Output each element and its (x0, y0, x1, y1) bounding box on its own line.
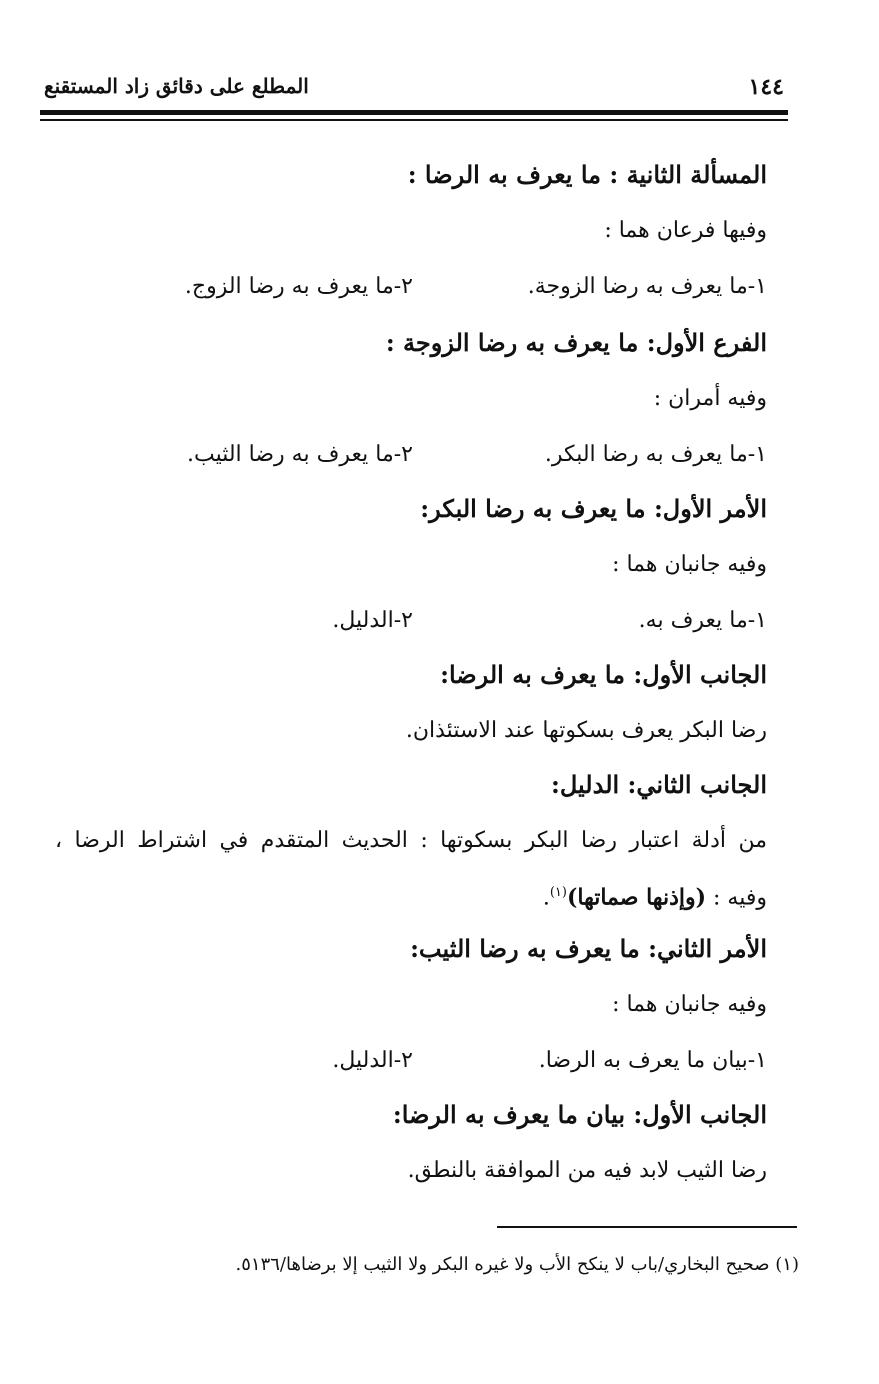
body-line: وفيه جانبان هما : (612, 992, 767, 1017)
footnote-ref: (١) (549, 885, 567, 900)
header-rule-thick (40, 110, 788, 115)
heading-second-matter: الأمر الثاني: ما يعرف به رضا الثيب: (410, 934, 767, 963)
running-title: المطلع على دقائق زاد المستقنع (44, 74, 309, 98)
footnote: (١) صحيح البخاري/باب لا ينكح الأب ولا غيره البكر ولا الثيب إلا برضاها/٥١٣٦. (235, 1254, 799, 1275)
footnote-rule (497, 1226, 797, 1228)
list-item-1: ١-بيان ما يعرف به الرضا. (538, 1048, 767, 1073)
heading-first-branch: الفرع الأول: ما يعرف به رضا الزوجة : (385, 328, 767, 357)
list-item-2: ٢-ما يعرف به رضا الثيب. (186, 442, 413, 467)
quote-end: . (542, 885, 550, 911)
heading-second-aspect: الجانب الثاني: الدليل: (551, 770, 767, 799)
body-line: رضا الثيب لابد فيه من الموافقة بالنطق. (407, 1158, 767, 1183)
page-header (40, 70, 788, 104)
list-item-2: ٢-الدليل. (332, 1048, 413, 1073)
body-line: وفيها فرعان هما : (604, 218, 767, 243)
list-item-1: ١-ما يعرف به رضا البكر. (544, 442, 767, 467)
body-paragraph-line: من أدلة اعتبار رضا البكر بسكوتها : الحديث المتقدم في اشتراط الرضا ، (55, 828, 767, 853)
body-line: وفيه أمران : (653, 386, 767, 411)
list-item-2: ٢-ما يعرف به رضا الزوج. (184, 274, 413, 299)
body-line: وفيه جانبان هما : (612, 552, 767, 577)
heading-first-aspect-2: الجانب الأول: بيان ما يعرف به الرضا: (392, 1100, 767, 1129)
hadith-quote: (وإذنها صماتها) (566, 884, 707, 911)
list-item-1: ١-ما يعرف به. (638, 608, 767, 633)
header-rule-thin (40, 119, 788, 121)
page-number: ١٤٤ (748, 74, 784, 100)
quote-lead: وفيه : (706, 885, 767, 911)
heading-first-aspect: الجانب الأول: ما يعرف به الرضا: (440, 660, 767, 689)
list-item-2: ٢-الدليل. (332, 608, 413, 633)
list-item-1: ١-ما يعرف به رضا الزوجة. (527, 274, 767, 299)
body-line-quote (543, 878, 767, 913)
body-line: رضا البكر يعرف بسكوتها عند الاستئذان. (405, 718, 767, 743)
heading-second-issue: المسألة الثانية : ما يعرف به الرضا : (407, 160, 767, 189)
heading-first-matter: الأمر الأول: ما يعرف به رضا البكر: (420, 494, 767, 523)
